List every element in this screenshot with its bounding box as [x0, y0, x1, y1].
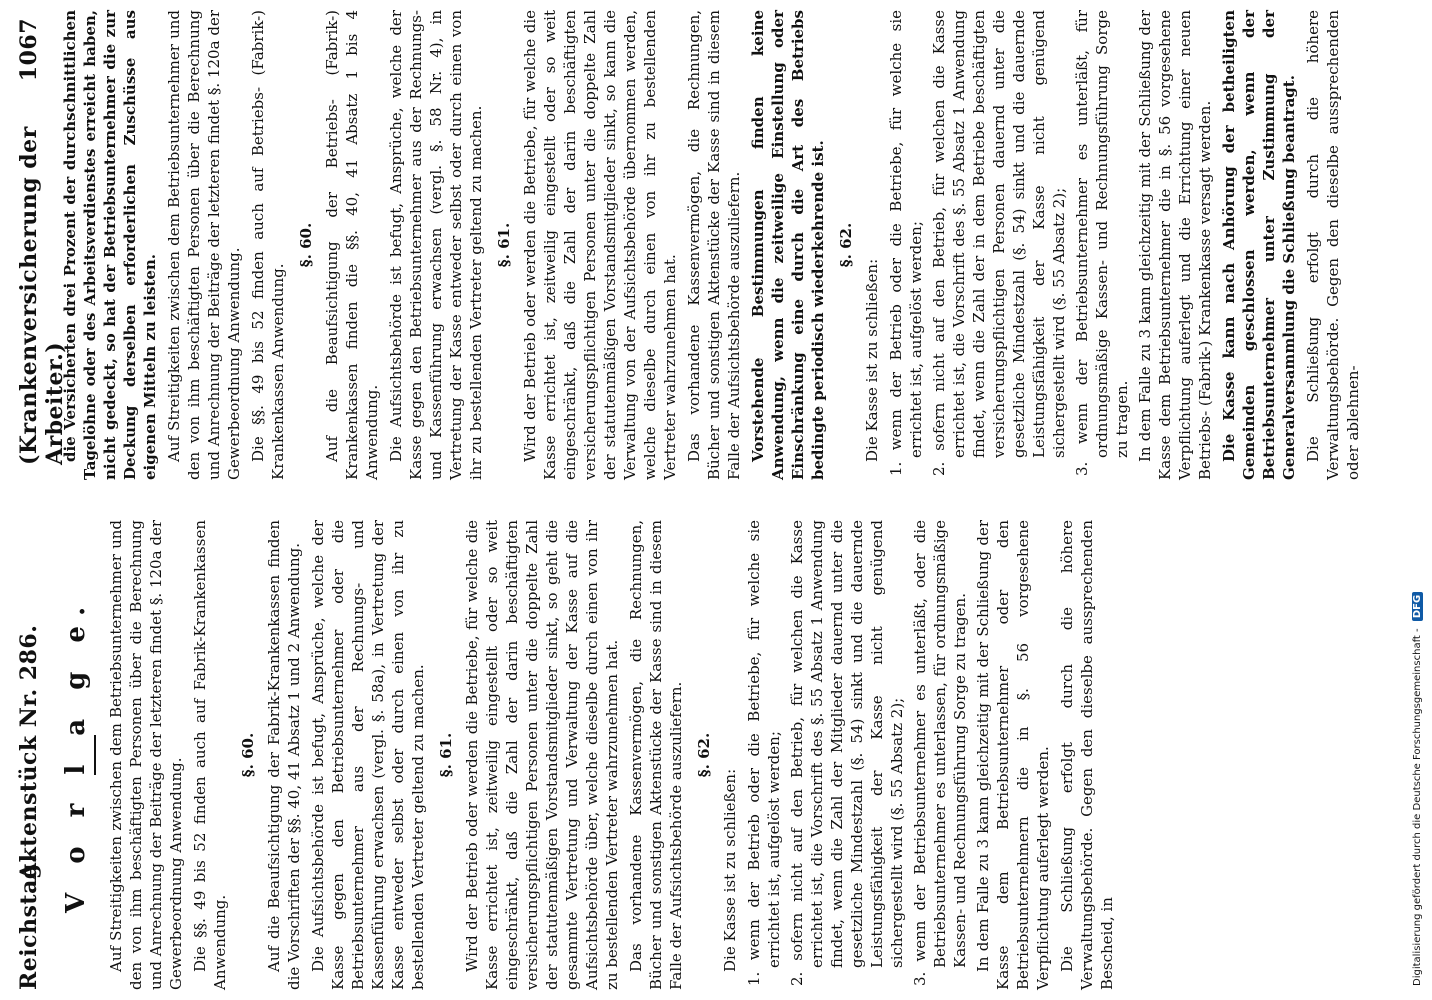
paragraph: Die Aufsichtsbehörde ist befugt, Ansprüche, welche der Kasse gegen den Betriebsunternehmer oder die Betriebsunternehmer aus der Rechnungs- und Kassenführung erwachsen (vergl. §. 58a), in Vertretung der Kasse entweder selbst oder durch einen von ihr zu bestellenden Vertreter geltend zu machen.: [309, 520, 427, 990]
paragraph: Die Schließung erfolgt durch die höhere Verwaltungsbehörde. Gegen den dieselbe aussprechenden oder ablehnen-: [1304, 10, 1362, 480]
paragraph: Die Kasse ist zu schließen:: [721, 768, 739, 972]
paragraph: Die Kasse ist zu schließen:: [863, 258, 881, 462]
paragraph: die Versicherten drei Prozent der durchschnittlichen Tagelöhne oder des Arbeitsverdienstes erreicht haben, nicht gedeckt, so hat der Betriebsunternehmer die zur Deckung derselben erforderlichen Zuschüsse aus eigenen Mitteln zu leisten.: [61, 10, 159, 480]
section-heading-60: §. 60.: [239, 732, 257, 778]
header-document-number: Aktenstück Nr. 286.: [16, 624, 42, 880]
list-item: 2. sofern nicht auf den Betrieb, für welchen die Kasse errichtet ist, die Vorschrift des §. 55 Absatz 1 Anwendung findet, wenn die Zahl der in dem Betriebe beschäftigten versicherungspflichtigen Personen dauernd unter die gesetzliche Mindestzahl (§. 54) sinkt und die dauernde Leistungsfähigkeit der Kasse nicht genügend sichergestellt wird (§. 55 Absatz 2);: [930, 10, 1068, 476]
column-vorlage: [60, 520, 1121, 990]
paragraph: Wird der Betrieb oder werden die Betriebe, für welche die Kasse errichtet ist, zeitweilig eingestellt oder so weit eingeschränkt, daß die Zahl der darin beschäftigten versicherungspflichtigen Personen unter die doppelte Zahl der statutenmäßigen Vorstandsmitglieder sinkt, so kann die Verwaltung von der Aufsichtsbehörde übernommen werden, welche dieselbe durch einen von ihr zu bestellenden Vertreter wahrzunehmen hat.: [521, 10, 679, 480]
section-heading-61: §. 61.: [495, 222, 513, 268]
paragraph: Vorstehende Bestimmungen finden keine Anwendung, wenn die zeitweilige Einstellung oder Einschränkung eine durch die Art des Betriebs bedingte periodisch wiederkehrende ist.: [749, 10, 827, 480]
digitization-credit: [1412, 6, 1430, 986]
dfg-logo: DFG: [1412, 592, 1423, 621]
column-beschluesse: [60, 10, 1367, 480]
page-header: [16, 0, 68, 1000]
header-subject: (Krankenversicherung der Arbeiter.): [16, 126, 68, 465]
column-title-vorlage: V o r l a g e.: [61, 596, 91, 914]
list-item: 1. wenn der Betrieb oder die Betriebe, für welche sie errichtet ist, aufgelöst werden;: [745, 520, 783, 986]
list-item: 1. wenn der Betrieb oder die Betriebe, für welche sie errichtet ist, aufgelöst werden;: [887, 10, 925, 476]
paragraph: Das vorhandene Kassenvermögen, die Rechnungen, Bücher und sonstigen Aktenstücke der Kasse sind in diesem Falle der Aufsichtsbehörde auszuliefern.: [627, 520, 685, 990]
paragraph: Auf Streitigkeiten zwischen dem Betriebsunternehmer und den von ihm beschäftigten Personen über die Berechnung und Anrechnung der Beiträge der letzteren findet §. 120a der Gewerbeordnung Anwendung.: [165, 10, 243, 480]
paragraph: Die Kasse kann nach Anhörung der betheiligten Gemeinden geschlossen werden, wenn der Betriebsunternehmer unter Zustimmung der Generalversammlung die Schließung beantragt.: [1220, 10, 1298, 480]
paragraph: Die §§. 49 bis 52 finden auch auf Betriebs- (Fabrik-) Krankenkassen Anwendung.: [249, 10, 287, 480]
paragraph: Die §§. 49 bis 52 finden auch auf Fabrik-Krankenkassen Anwendung.: [191, 520, 229, 990]
title-rule: [94, 735, 96, 775]
section-heading-60: §. 60.: [297, 222, 315, 268]
section-heading-62: §. 62.: [695, 732, 713, 778]
paragraph: In dem Falle zu 3 kann gleichzeitig mit der Schließung der Kasse dem Betriebsunternehmer oder den Betriebsunternehmern die in §. 56 vorgesehene Verpflichtung auferlegt werden.: [974, 520, 1052, 990]
paragraph: Auf die Beaufsichtigung der Fabrik-Krankenkassen finden die Vorschriften der §§. 40, 41 Absatz 1 und 2 Anwendung.: [265, 520, 303, 990]
list-item: 3. wenn der Betriebsunternehmer es unterläßt, oder die Betriebsunternehmer es unterlassen, für ordnungsmäßige Kassen- und Rechnungsführung Sorge zu tragen.: [911, 520, 969, 986]
page-number: 1067: [16, 18, 42, 82]
paragraph: Auf Streitigkeiten zwischen dem Betriebsunternehmer und den von ihm beschäftigten Personen über die Berechnung und Anrechnung der Beiträge der letzteren findet §. 120a der Gewerbeordnung Anwendung.: [107, 520, 185, 990]
paragraph: In dem Falle zu 3 kann gleichzeitig mit der Schließung der Kasse dem Betriebsunternehmer die in §. 56 vorgesehene Verpflichtung auferlegt und die Errichtung einer neuen Betriebs- (Fabrik-) Krankenkasse versagt werden.: [1136, 10, 1214, 480]
credit-text: Digitalisierung gefördert durch die Deutsche Forschungsgemeinschaft -: [1412, 628, 1423, 986]
section-heading-61: §. 61.: [437, 732, 455, 778]
paragraph: Auf die Beaufsichtigung der Betriebs- (Fabrik-) Krankenkassen finden die §§. 40, 41 Absatz 1 bis 4 Anwendung.: [323, 10, 381, 480]
header-left: Reichstag.: [16, 855, 42, 990]
section-heading-62: §. 62.: [837, 222, 855, 268]
paragraph: Die Schließung erfolgt durch die höhere Verwaltungsbehörde. Gegen den dieselbe aussprechenden Bescheid, in: [1058, 520, 1116, 990]
paragraph: Die Aufsichtsbehörde ist befugt, Ansprüche, welche der Kasse gegen den Betriebsunternehmer aus der Rechnungs- und Kassenführung erwachsen (vergl. §. 58 Nr. 4), in Vertretung der Kasse entweder selbst oder durch einen von ihr zu bestellenden Vertreter geltend zu machen.: [387, 10, 485, 480]
paragraph: Das vorhandene Kassenvermögen, die Rechnungen, Bücher und sonstigen Aktenstücke der Kasse sind in diesem Falle der Aufsichtsbehörde auszuliefern.: [685, 10, 743, 480]
list-item: 3. wenn der Betriebsunternehmer es unterläßt, für ordnungsmäßige Kassen- und Rechnungsführung Sorge zu tragen.: [1073, 10, 1131, 476]
list-item: 2. sofern nicht auf den Betrieb, für welchen die Kasse errichtet ist, die Vorschrift des §. 55 Absatz 1 Anwendung findet, wenn die Zahl der Mitglieder dauernd unter die gesetzliche Mindestzahl (§. 54) sinkt und die dauernde Leistungsfähigkeit der Kasse nicht genügend sichergestellt wird (§. 55 Absatz 2);: [788, 520, 906, 986]
paragraph: Wird der Betrieb oder werden die Betriebe, für welche die Kasse errichtet ist, zeitweilig eingestellt oder so weit eingeschränkt, daß die Zahl der darin beschäftigten versicherungspflichtigen Personen unter die doppelte Zahl der statutenmäßigen Vorstandsmitglieder sinkt, so geht die gesammte Vertretung und Verwaltung der Kasse auf die Aufsichtsbehörde über, welche dieselbe durch einen von ihr zu bestellenden Vertreter wahrzunehmen hat.: [463, 520, 621, 990]
